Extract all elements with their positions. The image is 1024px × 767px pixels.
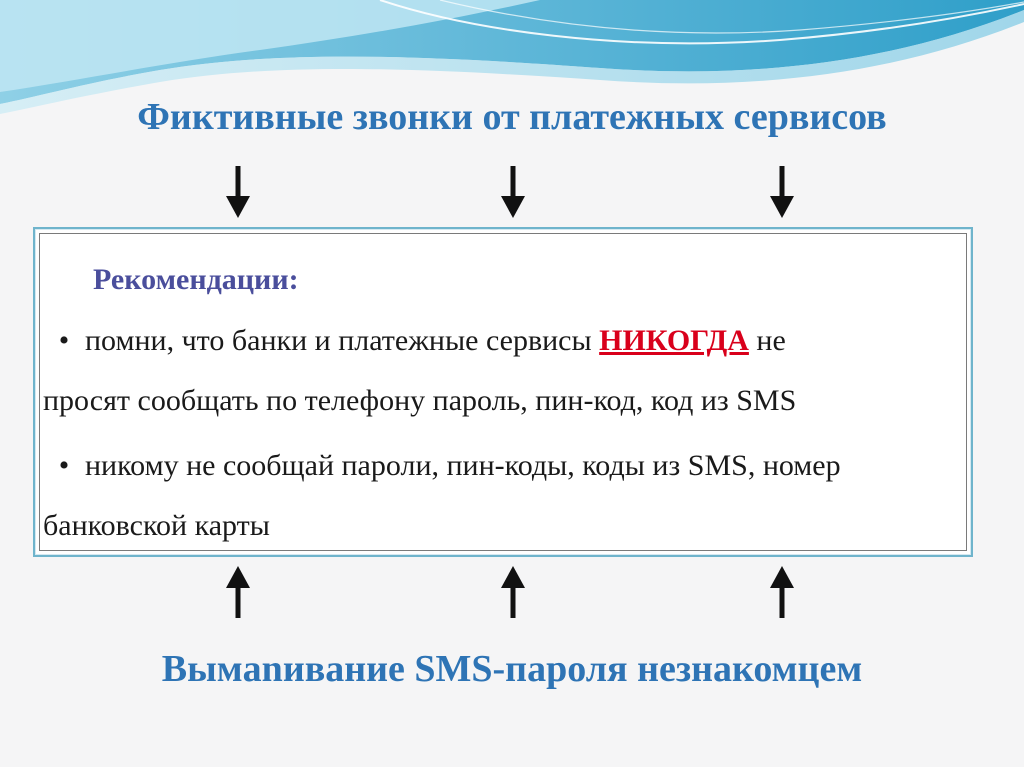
arrow-down-icon xyxy=(501,166,525,218)
item-2-text: никому не сообщай пароли, пин-коды, коды из SMS, номер xyxy=(85,449,841,482)
arrow-down-icon xyxy=(226,166,250,218)
slide-title: Фиктивные звонки от платежных сервисов xyxy=(137,96,887,138)
arrow-up-icon xyxy=(770,566,794,618)
bullet-icon: • xyxy=(58,324,70,357)
never-highlight: НИКОГДА xyxy=(599,324,749,357)
recommendations-heading: Рекомендации: xyxy=(93,263,299,296)
arrow-up-icon xyxy=(501,566,525,618)
item-1-tail: не xyxy=(748,324,786,357)
recommendation-item-1 xyxy=(43,324,963,358)
arrow-up-icon xyxy=(226,566,250,618)
recommendation-item-1-continuation: просят сообщать по телефону пароль, пин-код, код из SMS xyxy=(43,384,797,417)
recommendations-box xyxy=(33,227,973,557)
bottom-title: Вымanивание SMS-пароля незнакомцем xyxy=(161,648,863,690)
arrow-down-icon xyxy=(770,166,794,218)
recommendation-item-2 xyxy=(43,449,963,483)
recommendation-item-2-continuation: банковской карты xyxy=(43,509,270,542)
item-1-text: помни, что банки и платежные сервисы xyxy=(85,324,600,357)
bullet-icon: • xyxy=(58,449,70,482)
